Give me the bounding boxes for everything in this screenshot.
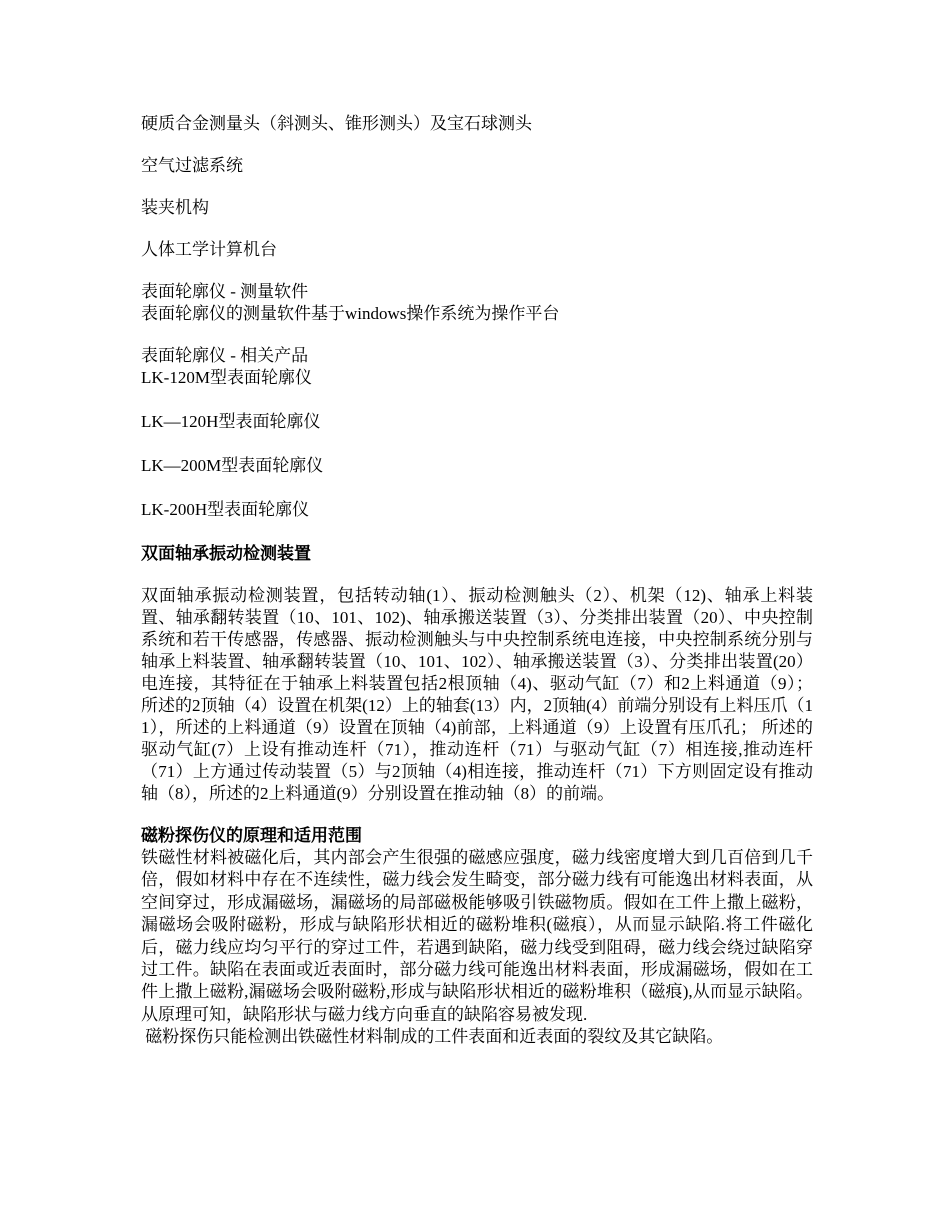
software-heading: 表面轮廓仪 - 测量软件 xyxy=(141,282,309,301)
magnetic-body: 铁磁性材料被磁化后，其内部会产生很强的磁感应强度，磁力线密度增大到几百倍到几千倍，假如材料中存在不连续性，磁力线会发生畸变，部分磁力线有可能逸出材料表面，从空间穿过，形成漏磁场，漏磁场的局部磁极能够吸引铁磁物质。假如在工件上撒上磁粉，漏磁场会吸附磁粉，形成与缺陷形状相近的磁粉堆积(磁痕），从而显示缺陷.将工件磁化后，磁力线应均匀平行的穿过工件，若遇到缺陷，磁力线受到阻碍，磁力线会绕过缺陷穿过工件。缺陷在表面或近表面时，部分磁力线可能逸出材料表面，形成漏磁场，假如在工件上撒上磁粉,漏磁场会吸附磁粉,形成与缺陷形状相近的磁粉堆积（磁痕),从而显示缺陷。从原理可知，缺陷形状与磁力线方向垂直的缺陷容易被发现. xyxy=(141,848,813,1024)
item-line: 装夹机构 xyxy=(141,198,209,217)
item-line: 硬质合金测量头（斜测头、锥形测头）及宝石球测头 xyxy=(141,114,532,133)
related-heading: 表面轮廓仪 - 相关产品 xyxy=(141,346,309,365)
item-line: 人体工学计算机台 xyxy=(141,240,277,259)
bearing-body: 双面轴承振动检测装置，包括转动轴(1）、振动检测触头（2）、机架（12)、轴承上料装置、轴承翻转装置（10、101、102)、轴承搬送装置（3）、分类排出装置（20）、中央控制系统和若干传感器，传感器、振动检测触头与中央控制系统电连接，中央控制系统分别与轴承上料装置、轴承翻转装置（10、101、102）、轴承搬送装置（3）、分类排出装置(20）电连接，其特征在于轴承上料装置包括2根顶轴（4)、驱动气缸（7）和2上料通道（9）； 所述的2顶轴（4）设置在机架(12）上的轴套(13）内，2顶轴(4）前端分别设有上料压爪（11），所述的上料通道（9）设置在顶轴（4)前部，上料通道（9）上设置有压爪孔； 所述的驱动气缸(7）上设有推动连杆（71），推动连杆（71）与驱动气缸（7）相连接,推动连杆（71）上方通过传动装置（5）与2顶轴（4)相连接，推动连杆（71）下方则固定设有推动轴（8），所述的2上料通道(9）分别设置在推动轴（8）的前端。 xyxy=(141,586,813,803)
product-line: LK-200H型表面轮廓仪 xyxy=(141,500,310,519)
bearing-title: 双面轴承振动检测装置 xyxy=(141,544,311,563)
product-line: LK-120M型表面轮廓仪 xyxy=(141,368,312,387)
software-text: 表面轮廓仪的测量软件基于windows操作系统为操作平台 xyxy=(141,304,560,323)
item-line: 空气过滤系统 xyxy=(141,156,243,175)
magnetic-note: 磁粉探伤只能检测出铁磁性材料制成的工件表面和近表面的裂纹及其它缺陷。 xyxy=(141,1027,724,1047)
magnetic-title: 磁粉探伤仪的原理和适用范围 xyxy=(141,826,362,845)
product-line: LK—200M型表面轮廓仪 xyxy=(141,456,324,475)
document-page xyxy=(141,113,813,1048)
product-line: LK—120H型表面轮廓仪 xyxy=(141,412,321,431)
